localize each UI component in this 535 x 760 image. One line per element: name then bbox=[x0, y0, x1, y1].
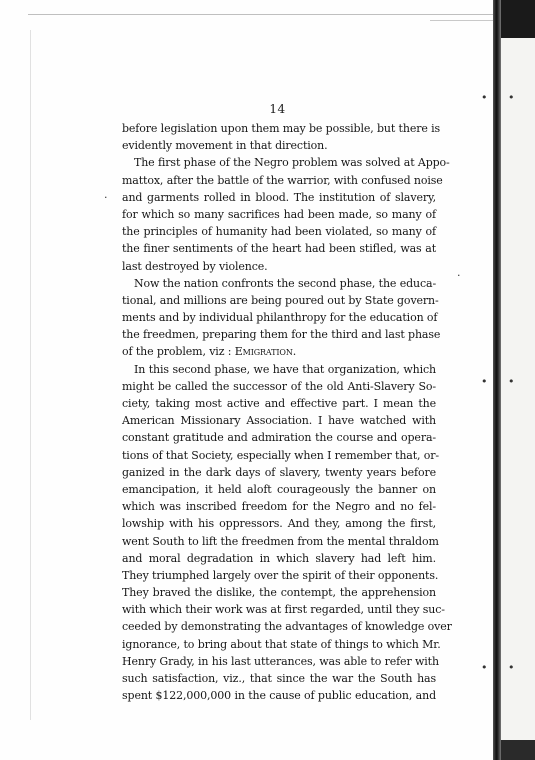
text-line bbox=[122, 412, 436, 429]
text-line-content: Now the nation confronts the second phase, the educa- bbox=[134, 276, 437, 290]
text-line-content: Henry Grady, in his last utterances, was able to refer with bbox=[122, 654, 439, 668]
text-line bbox=[122, 223, 436, 240]
text-line-content: tional, and millions are being poured out by State govern- bbox=[122, 293, 439, 307]
text-line bbox=[122, 429, 436, 446]
text-line bbox=[122, 464, 436, 481]
text-line-content: ciety, taking most active and effective part. I mean the bbox=[122, 397, 436, 410]
page-number: 14 bbox=[269, 102, 286, 116]
text-line bbox=[122, 275, 436, 292]
text-line bbox=[122, 292, 439, 309]
text-line bbox=[122, 120, 441, 137]
text-line bbox=[122, 636, 441, 653]
text-line-content: They braved the dislike, the contempt, the apprehension bbox=[122, 586, 436, 600]
text-line-content: tions of that Society, especially when I remember that, or- bbox=[122, 448, 440, 462]
text-line bbox=[122, 343, 436, 360]
text-line bbox=[122, 189, 436, 206]
text-line-content: the principles of humanity had been violated, so many of bbox=[122, 225, 436, 239]
text-line-content: In this second phase, we have that organization, which bbox=[134, 362, 436, 376]
text-line-content: last destroyed by violence. bbox=[122, 259, 268, 273]
text-line-content: The first phase of the Negro problem was solved at Appo- bbox=[134, 156, 450, 170]
text-line-content: spent $122,000,000 in the cause of public education, and bbox=[122, 689, 436, 703]
text-line-content: and moral degradation in which slavery had left him. bbox=[122, 551, 436, 565]
scan-speck-mark: • bbox=[508, 661, 515, 674]
text-line-content: might be called the successor of the old Anti-Slavery So- bbox=[122, 379, 436, 393]
scan-speck-mark: • bbox=[508, 375, 515, 388]
text-line bbox=[122, 309, 436, 326]
text-line-content: for which so many sacrifices had been made, so many of bbox=[122, 207, 436, 221]
text-line bbox=[122, 481, 436, 498]
text-line-content: lowship with his oppressors. And they, among the first, bbox=[122, 517, 436, 531]
text-line bbox=[122, 618, 452, 635]
scan-speck-mark: • bbox=[481, 375, 488, 388]
text-line bbox=[122, 258, 436, 275]
text-line-content: before legislation upon them may be possible, but there is bbox=[122, 122, 441, 135]
text-line bbox=[122, 395, 436, 412]
text-line bbox=[122, 378, 436, 395]
text-line-content: and garments rolled in blood. The institution of slavery, bbox=[122, 190, 436, 204]
scan-speck-mark: • bbox=[481, 661, 488, 674]
text-line-content: with which their work was at first regarded, until they suc- bbox=[122, 603, 445, 617]
text-line-content: ceeded by demonstrating the advantages of knowledge over bbox=[122, 620, 452, 634]
scan-border-top bbox=[28, 14, 498, 15]
text-line bbox=[122, 687, 436, 704]
scan-speck-mark: • bbox=[508, 91, 515, 104]
text-line-content: They triumphed largely over the spirit of their opponents. bbox=[122, 568, 439, 582]
scan-border-left bbox=[30, 30, 31, 720]
text-line bbox=[122, 447, 440, 464]
text-line-content: ments and by individual philanthropy for the education of bbox=[122, 311, 438, 325]
text-line bbox=[122, 154, 450, 171]
text-line bbox=[122, 550, 436, 567]
text-line-content: of the problem, viz : bbox=[122, 345, 232, 359]
text-line bbox=[122, 361, 436, 378]
emphasized-word: Emigration. bbox=[234, 345, 297, 359]
text-line bbox=[122, 498, 436, 515]
text-line bbox=[122, 326, 441, 343]
body-text bbox=[122, 120, 452, 704]
text-line bbox=[122, 567, 439, 584]
text-line bbox=[122, 670, 436, 687]
text-line-content: evidently movement in that direction. bbox=[122, 139, 328, 153]
text-line-content: constant gratitude and admiration the course and opera- bbox=[122, 431, 436, 445]
scan-speck-mark: · bbox=[457, 269, 461, 282]
text-line-content: mattox, after the battle of the warrior, with confused noise bbox=[122, 173, 443, 187]
scan-speck-mark: · bbox=[104, 191, 108, 204]
scan-speck-mark: • bbox=[481, 91, 488, 104]
text-line bbox=[122, 172, 443, 189]
text-line-content: such satisfaction, viz., that since the war the South has bbox=[122, 672, 436, 685]
text-line bbox=[122, 601, 445, 618]
text-line bbox=[122, 653, 439, 670]
text-line bbox=[122, 533, 439, 550]
text-line-content: emancipation, it held aloft courageously the banner on bbox=[122, 482, 436, 496]
text-line-content: ganized in the dark days of slavery, twenty years before bbox=[122, 465, 436, 479]
text-line bbox=[122, 515, 436, 532]
text-line bbox=[122, 137, 436, 154]
text-line bbox=[122, 240, 436, 257]
text-line bbox=[122, 584, 436, 601]
text-line-content: went South to lift the freedmen from the mental thraldom bbox=[122, 534, 439, 548]
scan-border-top-secondary bbox=[430, 20, 500, 21]
scan-corner-shadow bbox=[501, 0, 535, 38]
scan-bottom-shadow bbox=[501, 740, 535, 760]
text-line-content: the finer sentiments of the heart had been stifled, was at bbox=[122, 242, 436, 256]
text-line-content: American Missionary Association. I have watched with bbox=[122, 414, 436, 428]
text-line-content: the freedmen, preparing them for the third and last phase bbox=[122, 328, 441, 342]
text-line-content: which was inscribed freedom for the Negro and no fel- bbox=[122, 500, 436, 514]
text-line-content: ignorance, to bring about that state of things to which Mr. bbox=[122, 637, 441, 651]
text-line bbox=[122, 206, 436, 223]
